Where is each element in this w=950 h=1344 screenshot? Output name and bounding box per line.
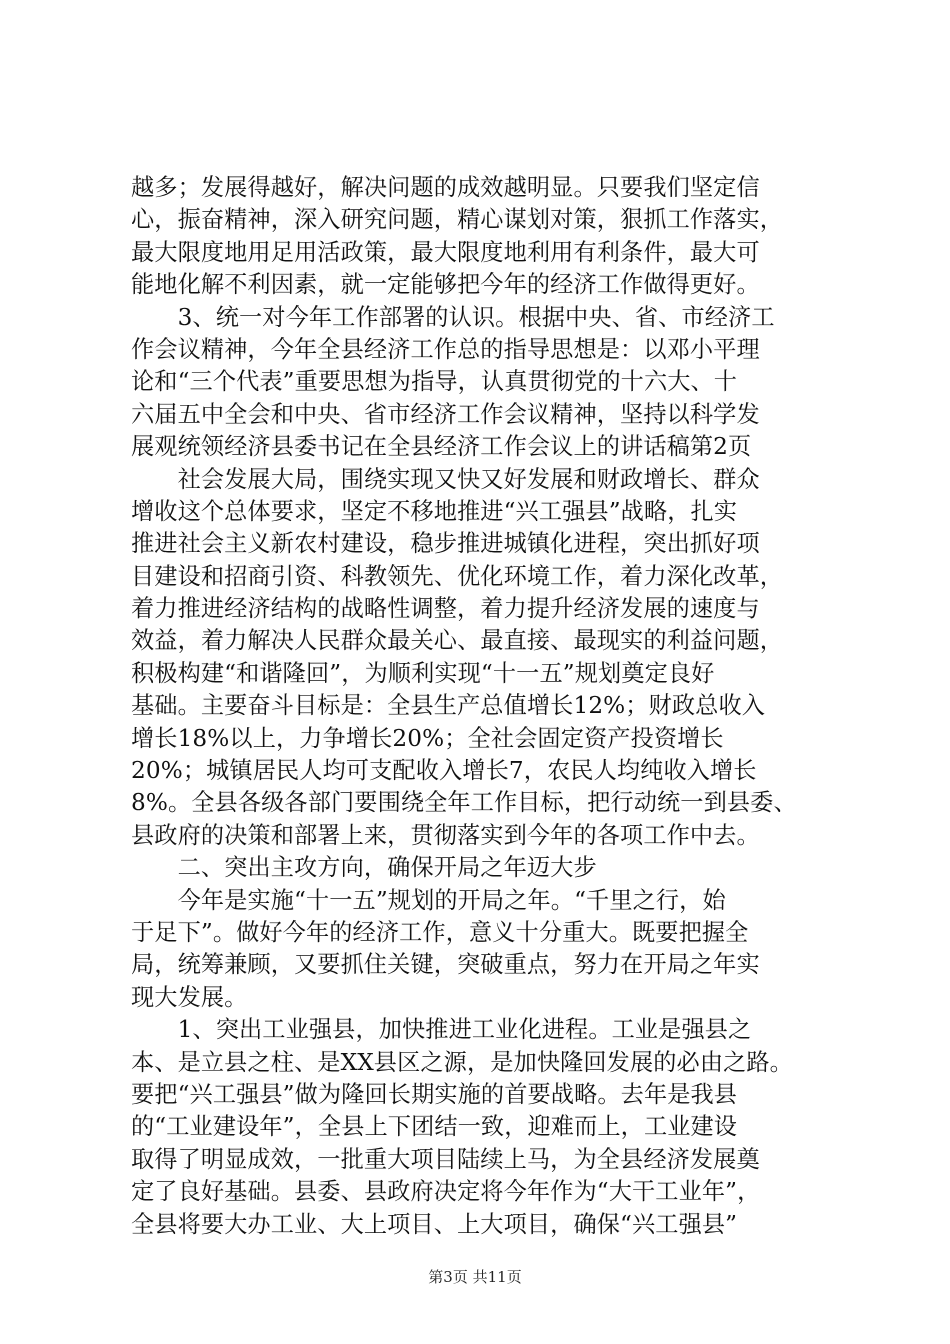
text-line: 目建设和招商引资、科教领先、优化环境工作，着力深化改革， xyxy=(131,562,784,590)
text-line: 20%；城镇居民人均可支配收入增长7，农民人均纯收入增长 xyxy=(131,757,757,785)
page-footer xyxy=(0,1267,950,1287)
text-line: 现大发展。 xyxy=(131,983,248,1011)
text-line: 展观统领经济县委书记在全县经济工作会议上的讲话稿第2页 xyxy=(131,433,752,461)
text-line: 社会发展大局，围绕实现又快又好发展和财政增长、群众 xyxy=(131,465,760,493)
text-line: 要把“兴工强县”做为隆回长期实施的首要战略。去年是我县 xyxy=(131,1080,738,1108)
body-text xyxy=(131,172,841,1241)
text-line: 今年是实施“十一五”规划的开局之年。“千里之行，始 xyxy=(131,886,726,914)
text-line: 着力推进经济结构的战略性调整，着力提升经济发展的速度与 xyxy=(131,595,760,623)
text-line: 心，振奋精神，深入研究问题，精心谋划对策，狠抓工作落实， xyxy=(131,206,784,234)
text-line: 论和“三个代表”重要思想为指导，认真贯彻党的十六大、十 xyxy=(131,368,738,396)
text-line: 最大限度地用足用活政策，最大限度地利用有利条件，最大可 xyxy=(131,238,760,266)
text-line: 推进社会主义新农村建设，稳步推进城镇化进程，突出抓好项 xyxy=(131,530,760,558)
text-line: 作会议精神，今年全县经济工作总的指导思想是：以邓小平理 xyxy=(131,335,760,363)
page-indicator: 第3页 共11页 xyxy=(428,1268,522,1286)
text-line: 3、统一对今年工作部署的认识。根据中央、省、市经济工 xyxy=(131,303,775,331)
text-line: 取得了明显成效，一批重大项目陆续上马，为全县经济发展奠 xyxy=(131,1145,760,1173)
text-line: 本、是立县之柱、是XX县区之源，是加快隆回发展的必由之路。 xyxy=(131,1048,793,1076)
text-line: 越多；发展得越好，解决问题的成效越明显。只要我们坚定信 xyxy=(131,174,760,201)
text-line: 1、突出工业强县，加快推进工业化进程。工业是强县之 xyxy=(131,1016,752,1044)
text-line: 积极构建“和谐隆回”，为顺利实现“十一五”规划奠定良好 xyxy=(131,659,715,687)
text-line: 县政府的决策和部署上来，贯彻落实到今年的各项工作中去。 xyxy=(131,821,760,849)
text-line: 效益，着力解决人民群众最关心、最直接、最现实的利益问题， xyxy=(131,627,784,655)
text-line: 8%。全县各级各部门要围绕全年工作目标，把行动统一到县委、 xyxy=(131,789,797,817)
text-line: 增收这个总体要求，坚定不移地推进“兴工强县”战略，扎实 xyxy=(131,497,738,525)
section-heading: 二、突出主攻方向，确保开局之年迈大步 xyxy=(131,854,597,882)
text-line: 局，统筹兼顾，又要抓住关键，突破重点，努力在开局之年实 xyxy=(131,951,760,979)
text-line: 六届五中全会和中央、省市经济工作会议精神，坚持以科学发 xyxy=(131,400,760,428)
text-line: 增长18%以上，力争增长20%；全社会固定资产投资增长 xyxy=(131,724,724,752)
text-line: 能地化解不利因素，就一定能够把今年的经济工作做得更好。 xyxy=(131,271,760,299)
text-line: 定了良好基础。县委、县政府决定将今年作为“大干工业年”， xyxy=(131,1178,761,1206)
text-line: 全县将要大办工业、大上项目、上大项目，确保“兴工强县” xyxy=(131,1210,738,1238)
text-line: 于足下”。做好今年的经济工作，意义十分重大。既要把握全 xyxy=(131,918,749,946)
text-line: 基础。主要奋斗目标是：全县生产总值增长12%；财政总收入 xyxy=(131,692,766,720)
text-line: 的“工业建设年”，全县上下团结一致，迎难而上，工业建设 xyxy=(131,1113,738,1141)
